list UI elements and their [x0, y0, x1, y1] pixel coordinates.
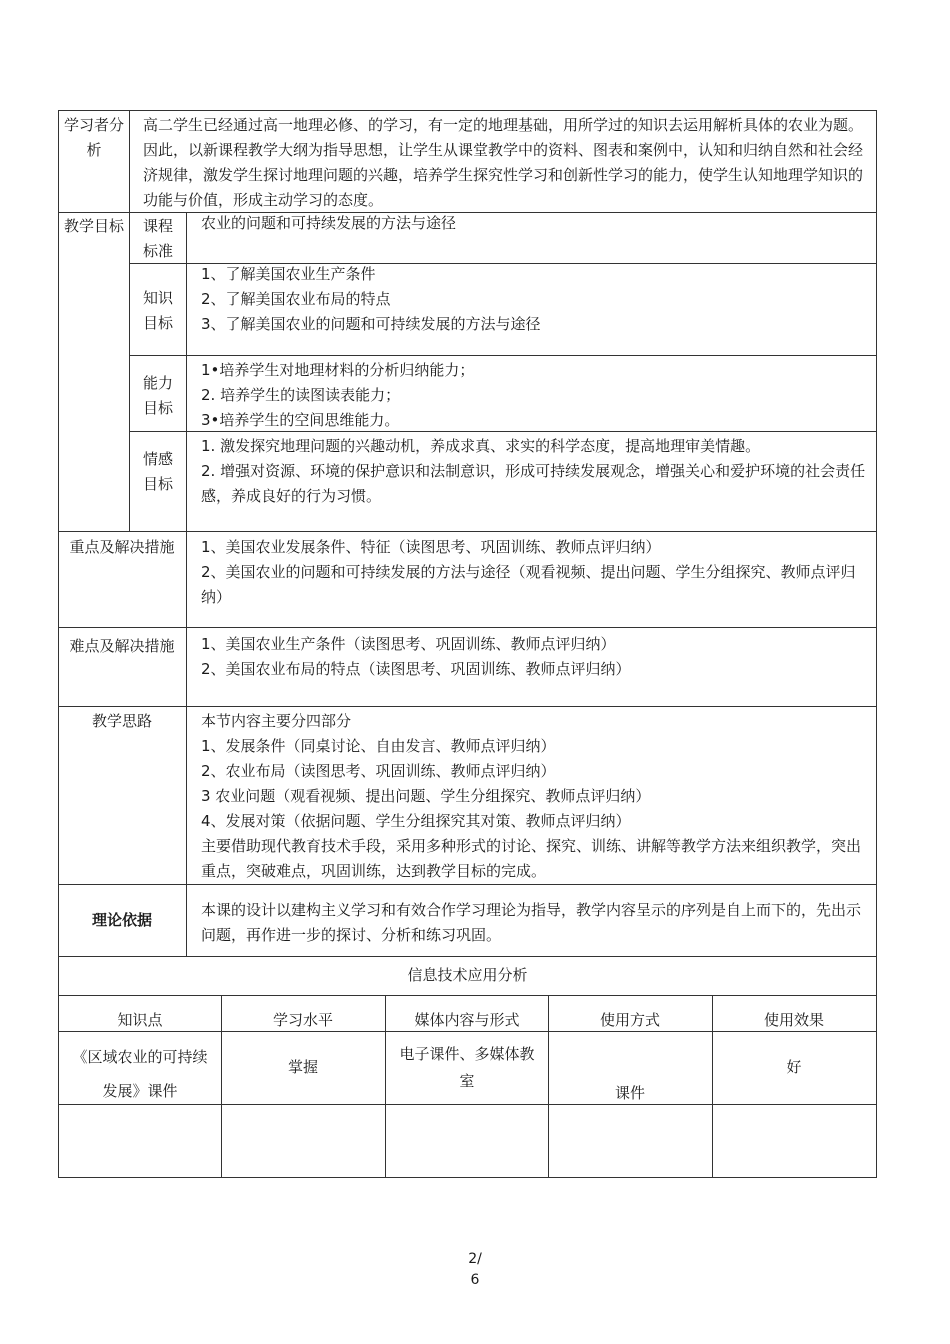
approach-label: 教学思路: [91, 712, 152, 730]
knowledge-lines: [201, 262, 861, 337]
page-number-total: 6: [470, 1272, 480, 1288]
row-divider: [58, 956, 877, 957]
it-analysis-title: 信息技术应用分析: [407, 966, 528, 984]
header-knowledge-point: 知识点: [117, 1011, 163, 1029]
it-cell-learning-level: 掌握: [287, 1058, 318, 1076]
key-points-label: 重点及解决措施: [69, 538, 175, 556]
column-divider: [186, 531, 187, 957]
ability-line: 3•培养学生的空间思维能力。: [201, 411, 400, 429]
row-divider: [129, 355, 877, 356]
ability-line: 1•培养学生对地理材料的分析归纳能力；: [201, 361, 475, 379]
standard-text: 农业的问题和可持续发展的方法与途径: [201, 214, 457, 232]
emotion-label: 情感目标: [142, 450, 173, 493]
table-border-bottom: [58, 1177, 877, 1178]
learner-text: 高二学生已经通过高一地理必修、的学习，有一定的地理基础，用所学过的知识去运用解析具体的农业为题。因此，以新课程教学大纲为指导思想，让学生从课堂教学中的资料、图表和案例中，认知和归纳自然和社会经济规律，激发学生探讨地理问题的兴趣，培养学生探究性学习和创新性学习的能力，使学生认知地理学知识的功能与价值，形成主动学习的态度。: [143, 116, 864, 209]
ability-label: 能力目标: [142, 374, 173, 417]
column-divider: [129, 212, 130, 532]
header-usage-method: 使用方式: [599, 1011, 660, 1029]
emotion-line: 2. 增强对资源、环境的保护意识和法制意识，形成可持续发展观念，增强关心和爱护环境的社会责任感，养成良好的行为习惯。: [201, 462, 866, 505]
difficulty-line: 2、美国农业布局的特点（读图思考、巩固训练、教师点评归纳）: [201, 660, 631, 678]
row-divider: [58, 995, 877, 996]
key-point-line: 2、美国农业的问题和可持续发展的方法与途径（观看视频、提出问题、学生分组探究、教师点评归纳）: [201, 563, 856, 606]
theory-label: 理论依据: [91, 911, 152, 929]
emotion-lines: [201, 434, 866, 509]
theory-text: 本课的设计以建构主义学习和有效合作学习理论为指导，教学内容呈示的序列是自上而下的，先出示问题，再作进一步的探讨、分析和练习巩固。: [201, 901, 862, 944]
it-cell-knowledge-point: 《区域农业的可持续发展》课件: [72, 1048, 208, 1100]
difficulty-line: 1、美国农业生产条件（读图思考、巩固训练、教师点评归纳）: [201, 635, 616, 653]
difficulties-label: 难点及解决措施: [69, 637, 175, 655]
ability-lines: [201, 358, 861, 433]
table-border-top: [58, 110, 877, 111]
column-divider: [129, 110, 130, 213]
ability-line: 2. 培养学生的读图读表能力；: [201, 386, 401, 404]
header-usage-effect: 使用效果: [763, 1011, 824, 1029]
knowledge-line: 2、了解美国农业布局的特点: [201, 290, 391, 308]
approach-line: 1、发展条件（同桌讨论、自由发言、教师点评归纳）: [201, 737, 556, 755]
learner-label: 学习者分析: [63, 116, 124, 159]
header-media-content: 媒体内容与形式: [414, 1011, 520, 1029]
column-divider: [186, 212, 187, 532]
row-divider: [58, 627, 877, 628]
key-point-line: 1、美国农业发展条件、特征（读图思考、巩固训练、教师点评归纳）: [201, 538, 661, 556]
table-border-right: [876, 110, 877, 1178]
standard-label: 课程标准: [142, 217, 173, 260]
approach-line: 4、发展对策（依据问题、学生分组探究其对策、教师点评归纳）: [201, 812, 631, 830]
approach-line: 2、农业布局（读图思考、巩固训练、教师点评归纳）: [201, 762, 556, 780]
it-cell-media-content: 电子课件、多媒体教室: [399, 1045, 535, 1090]
row-divider: [58, 531, 877, 532]
row-divider: [58, 706, 877, 707]
header-learning-level: 学习水平: [272, 1011, 333, 1029]
it-cell-usage-effect: 好: [786, 1058, 802, 1076]
it-cell-usage-method: 课件: [614, 1084, 645, 1102]
page-number-current: 2/: [468, 1251, 482, 1267]
approach-lines: [201, 709, 866, 884]
approach-line: 本节内容主要分四部分: [201, 712, 352, 730]
approach-line: 3 农业问题（观看视频、提出问题、学生分组探究、教师点评归纳）: [201, 787, 651, 805]
knowledge-label: 知识目标: [142, 289, 173, 332]
difficulties-lines: [201, 632, 861, 682]
row-divider: [58, 884, 877, 885]
approach-line: 主要借助现代教育技术手段，采用多种形式的讨论、探究、训练、讲解等教学方法来组织教学，突出重点，突破难点，巩固训练，达到教学目标的完成。: [201, 837, 862, 880]
emotion-line: 1. 激发探究地理问题的兴趣动机，养成求真、求实的科学态度，提高地理审美情趣。: [201, 437, 761, 455]
knowledge-line: 3、了解美国农业的问题和可持续发展的方法与途径: [201, 315, 541, 333]
knowledge-line: 1、了解美国农业生产条件: [201, 265, 376, 283]
key-points-lines: [201, 535, 866, 610]
goals-label: 教学目标: [64, 217, 125, 235]
